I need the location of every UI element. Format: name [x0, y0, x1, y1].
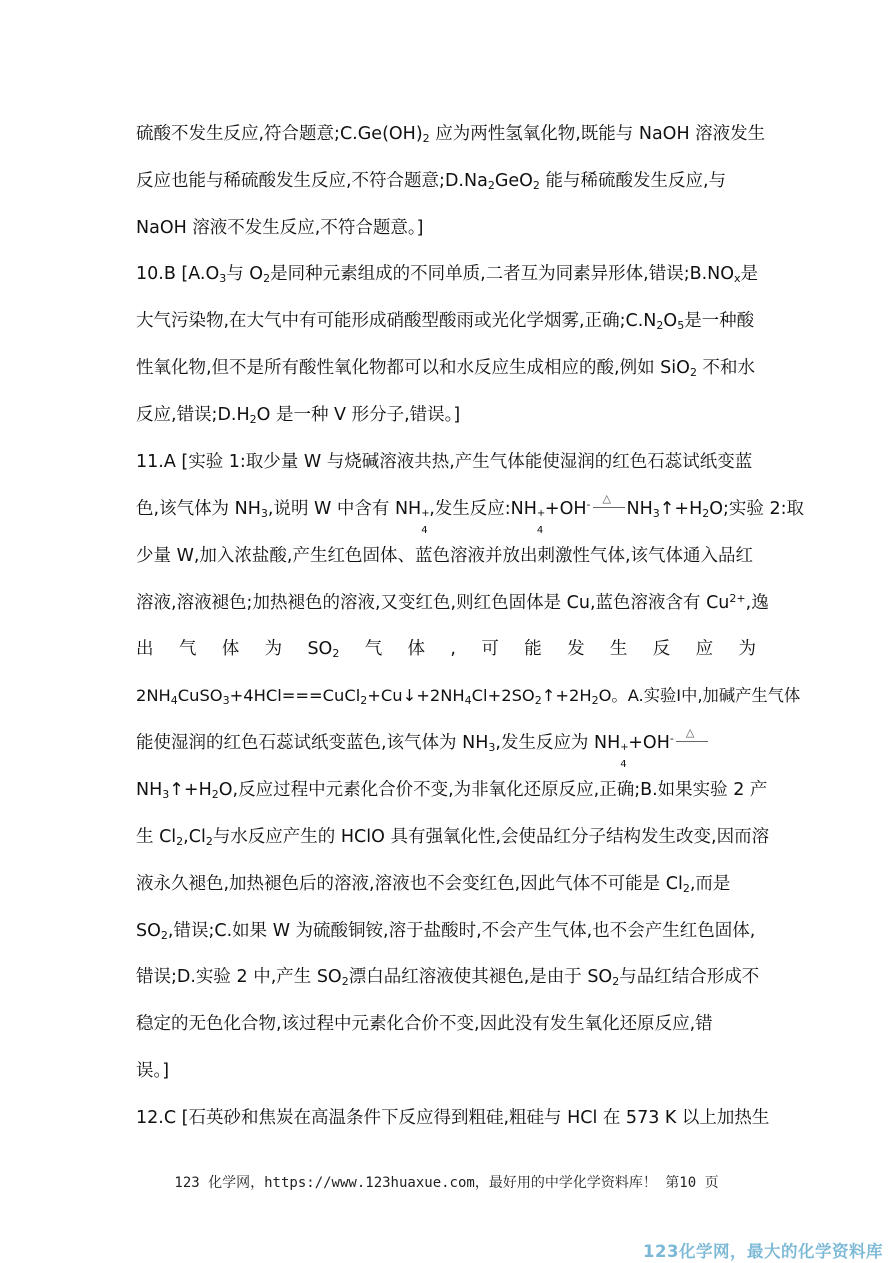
text-line: 12.C [石英砂和焦炭在高温条件下反应得到粗硅,粗硅与 HCl 在 573 K 以上加热生 — [136, 1108, 770, 1128]
text-line: 能使湿润的红色石蕊试纸变蓝色,该气体为 $NH_3$,发生反应为 NH + 4 +OH- △ — [136, 730, 756, 756]
text-line: 10.B [$A.O_3$与 $O_2$是同种元素组成的不同单质,二者互为同素异形体,错误$;B.NO_x$是 — [136, 264, 759, 285]
text-line: 硫酸不发生反应,符合题意$;C.Ge(OH)_2$ 应为两性氢氧化物,既能与 NaOH 溶液发生 — [136, 124, 766, 145]
text-line: NaOH 溶液不发生反应,不符合题意。] — [136, 218, 424, 238]
heat-condition-arrow: △ — [674, 733, 710, 753]
footer-text: 123 化学网，https://www.123huaxue.com，最好用的中学化学资料库！ — [174, 1175, 657, 1191]
text-line: 错误;D.实验 2 中,产生 $SO_2$漂白品红溶液使其褪色,是由于 $SO_2$与品红结合形成不 — [136, 967, 760, 988]
text-line: 溶液,溶液褪色;加热褪色的溶液,又变红色,则红色固体是 Cu,蓝色溶液含有 $Cu^{2+}$,逸 — [136, 592, 769, 613]
text-line-justified: 出 气 体 为 $SO_2$ 气 体 , 可 能 发 生 反 应 为 — [136, 639, 756, 660]
text-line: 11.A [实验 1:取少量 W 与烧碱溶液共热,产生气体能使湿润的红色石蕊试纸变蓝 — [136, 452, 753, 472]
text-line: 误。] — [136, 1061, 170, 1081]
text-line: 性氧化物,但不是所有酸性氧化物都可以和水反应生成相应的酸,例如 SiO$_2$ 不和水 — [136, 358, 756, 379]
text-line: 大气污染物,在大气中有可能形成硝酸型酸雨或光化学烟雾,正确$;C.N_2O_5$是一种酸 — [136, 311, 755, 332]
text-line: 少量 W,加入浓盐酸,产生红色固体、蓝色溶液并放出刺激性气体,该气体通入品红 — [136, 546, 754, 566]
text-line: $SO_2$,错误;C.如果 W 为硫酸铜铵,溶于盐酸时,不会产生气体,也不会产生红色固体, — [136, 921, 756, 942]
heat-condition-arrow: △ — [591, 499, 627, 519]
text-line: $NH_3↑+H_2O$,反应过程中元素化合价不变,为非氧化还原反应,正确;B.如果实验 2 产 — [136, 780, 768, 801]
text-line: 生 $Cl_2,Cl_2$与水反应产生的 HClO 具有强氧化性,会使品红分子结构发生改变,因而溶 — [136, 827, 770, 848]
text-line: 色,该气体为 $NH_3$,说明 W 中含有 NH + 4 ,发生反应:NH + 4 +OH- △ $NH_3↑+H_2O$;实验 2:取 — [136, 492, 805, 536]
text-line: $2NH_4CuSO_3+4HCl===CuCl_2+Cu↓+2NH_4Cl+2SO_2↑+2H_2O$。A.实验Ⅰ中,加碱产生气体 — [136, 686, 801, 707]
text-line: 稳定的无色化合物,该过程中元素化合价不变,因此没有发生氧化还原反应,错 — [136, 1014, 713, 1034]
watermark: 123化学网，最大的化学资料库 — [643, 1242, 883, 1261]
text-line: 反应,错误$;D.H_2O$ 是一种 V 形分子,错误。] — [136, 405, 461, 426]
text-line: 反应也能与稀硫酸发生反应,不符合题意$;D.Na_2GeO_2$ 能与稀硫酸发生反应,与 — [136, 171, 727, 192]
text-line: 液永久褪色,加热褪色后的溶液,溶液也不会变红色,因此气体不可能是 $Cl_2$,而是 — [136, 874, 731, 895]
page-number: 第10 页 — [665, 1175, 719, 1191]
page-footer — [0, 1172, 893, 1192]
